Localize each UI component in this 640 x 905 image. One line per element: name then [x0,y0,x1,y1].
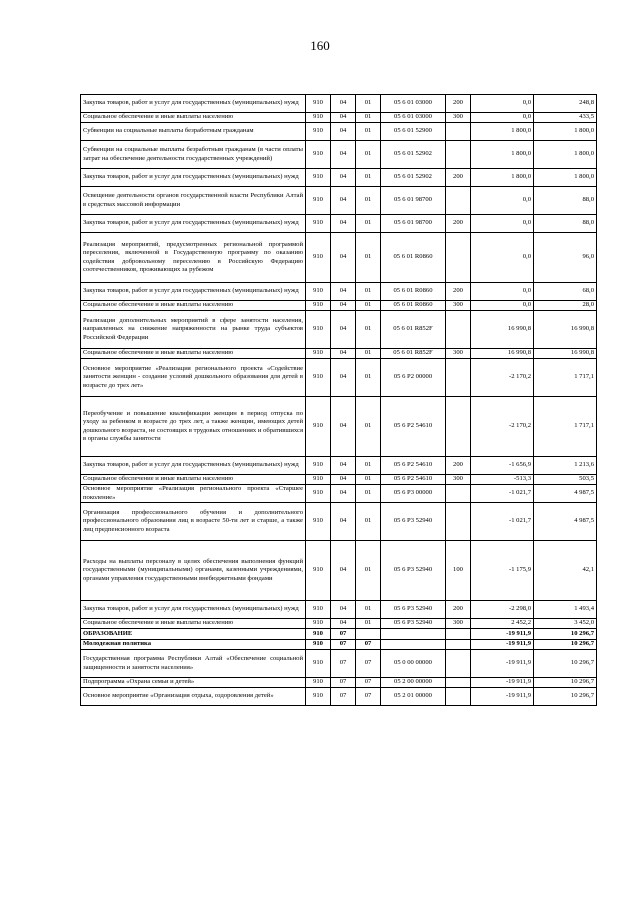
row-pr: 01 [356,113,381,123]
table-row [81,123,597,141]
row-pr: 07 [356,640,381,650]
row-sum2: 4 987,5 [534,485,597,503]
row-sum1: 0,0 [471,215,534,233]
row-sum2: 1 800,0 [534,141,597,169]
row-sum1: 0,0 [471,301,534,311]
row-pr: 01 [356,541,381,601]
table-row [81,187,597,215]
row-vr: 300 [446,475,471,485]
table-row [81,169,597,187]
row-pr: 01 [356,503,381,541]
table-row [81,397,597,457]
row-vr: 100 [446,541,471,601]
row-sum2: 28,0 [534,301,597,311]
row-sum2: 88,0 [534,215,597,233]
row-ved: 910 [306,349,331,359]
row-csr: 05 6 01 R852F [381,349,446,359]
row-csr: 05 6 01 R0860 [381,283,446,301]
row-name: Закупка товаров, работ и услуг для государственных (муниципальных) нужд [81,215,306,233]
row-name: Освещение деятельности органов государственной власти Республики Алтай в средствах массовой информации [81,187,306,215]
row-csr: 05 6 01 R0860 [381,301,446,311]
row-sum2: 1 717,1 [534,397,597,457]
row-sum2: 1 213,6 [534,457,597,475]
row-vr: 200 [446,95,471,113]
table-row [81,485,597,503]
row-pr: 01 [356,215,381,233]
row-csr: 05 6 P2 00000 [381,359,446,397]
row-sum1: 0,0 [471,95,534,113]
row-name: Переобучение и повышение квалификации женщин в период отпуска по уходу за ребенком в возрасте до трех лет, а также женщин, имеющих детей дошкольного возраста, не состоящих в трудовых отношениях и обратившихся в органы службы занятости [81,397,306,457]
row-name: Закупка товаров, работ и услуг для государственных (муниципальных) нужд [81,601,306,619]
row-sum2: 503,5 [534,475,597,485]
row-csr: 05 6 P3 00000 [381,485,446,503]
row-name: Закупка товаров, работ и услуг для государственных (муниципальных) нужд [81,457,306,475]
row-ved: 910 [306,113,331,123]
row-sum2: 4 987,5 [534,503,597,541]
table-row [81,283,597,301]
table-row [81,640,597,650]
row-ved: 910 [306,123,331,141]
row-sum1: 1 800,0 [471,123,534,141]
row-sum1: 1 800,0 [471,141,534,169]
row-vr: 300 [446,113,471,123]
row-sum1: -19 911,9 [471,678,534,688]
row-sum2: 3 452,0 [534,619,597,629]
row-rz: 07 [331,629,356,640]
table-row [81,541,597,601]
row-sum1: 16 990,8 [471,349,534,359]
row-sum1: -2 298,0 [471,601,534,619]
row-rz: 04 [331,169,356,187]
row-sum2: 10 296,7 [534,629,597,640]
row-rz: 04 [331,475,356,485]
row-rz: 04 [331,283,356,301]
row-sum2: 10 296,7 [534,688,597,706]
row-sum1: -513,3 [471,475,534,485]
row-sum1: -2 170,2 [471,359,534,397]
row-rz: 04 [331,95,356,113]
row-vr [446,397,471,457]
row-rz: 04 [331,233,356,283]
table-row [81,215,597,233]
row-rz: 04 [331,187,356,215]
row-name: Социальное обеспечение и иные выплаты населению [81,113,306,123]
row-vr: 300 [446,349,471,359]
row-sum1: -1 175,9 [471,541,534,601]
row-ved: 910 [306,650,331,678]
row-csr: 05 6 P2 54610 [381,457,446,475]
row-rz: 07 [331,650,356,678]
row-csr: 05 6 P3 52940 [381,619,446,629]
row-pr: 01 [356,397,381,457]
row-name: Закупка товаров, работ и услуг для государственных (муниципальных) нужд [81,95,306,113]
row-vr [446,311,471,349]
row-csr [381,640,446,650]
row-pr: 01 [356,475,381,485]
row-name: Социальное обеспечение и иные выплаты населению [81,349,306,359]
row-csr [381,629,446,640]
row-sum1: 0,0 [471,283,534,301]
row-vr [446,123,471,141]
row-rz: 04 [331,619,356,629]
row-name: ОБРАЗОВАНИЕ [81,629,306,640]
row-sum2: 1 800,0 [534,169,597,187]
row-ved: 910 [306,457,331,475]
row-vr: 200 [446,601,471,619]
row-csr: 05 6 01 52902 [381,141,446,169]
row-pr: 01 [356,457,381,475]
row-ved: 910 [306,95,331,113]
row-sum1: 0,0 [471,113,534,123]
row-ved: 910 [306,397,331,457]
row-sum1: 1 800,0 [471,169,534,187]
row-sum1: 2 452,2 [471,619,534,629]
row-rz: 04 [331,397,356,457]
table-row [81,475,597,485]
row-pr: 01 [356,601,381,619]
row-sum1: 0,0 [471,187,534,215]
table-row [81,233,597,283]
row-ved: 910 [306,629,331,640]
row-rz: 04 [331,123,356,141]
row-name: Закупка товаров, работ и услуг для государственных (муниципальных) нужд [81,283,306,301]
table-row [81,95,597,113]
row-ved: 910 [306,169,331,187]
table-row [81,113,597,123]
row-pr: 07 [356,678,381,688]
row-sum2: 433,5 [534,113,597,123]
row-rz: 04 [331,485,356,503]
row-vr [446,503,471,541]
row-csr: 05 6 01 03000 [381,95,446,113]
row-rz: 04 [331,457,356,475]
table-row [81,678,597,688]
row-csr: 05 6 01 03000 [381,113,446,123]
row-vr: 300 [446,619,471,629]
page-number: 160 [310,38,330,53]
table-row [81,311,597,349]
row-rz: 04 [331,141,356,169]
table-row [81,629,597,640]
row-vr [446,141,471,169]
row-sum2: 42,1 [534,541,597,601]
row-name: Реализация мероприятий, предусмотренных региональной программой переселения, включенной в Государственную программу по оказанию содействия добровольному переселению в Российскую Федерацию соотечественников, проживающих за рубежом [81,233,306,283]
row-sum1: -2 170,2 [471,397,534,457]
row-pr: 01 [356,169,381,187]
row-name: Субвенции на социальные выплаты безработным гражданам [81,123,306,141]
row-pr: 01 [356,141,381,169]
row-name: Молодежная политика [81,640,306,650]
row-sum2: 1 800,0 [534,123,597,141]
row-ved: 910 [306,215,331,233]
row-vr: 200 [446,457,471,475]
row-pr: 01 [356,349,381,359]
row-name: Основное мероприятие «Организация отдыха, оздоровления детей» [81,688,306,706]
table-body [81,95,597,706]
row-pr: 07 [356,688,381,706]
row-sum2: 16 990,8 [534,311,597,349]
row-ved: 910 [306,678,331,688]
budget-table [80,94,597,706]
row-csr: 05 6 01 98700 [381,187,446,215]
row-pr: 01 [356,359,381,397]
row-csr: 05 2 01 00000 [381,688,446,706]
row-csr: 05 2 00 00000 [381,678,446,688]
row-sum2: 248,8 [534,95,597,113]
row-sum2: 16 990,8 [534,349,597,359]
row-ved: 910 [306,283,331,301]
row-ved: 910 [306,541,331,601]
row-name: Закупка товаров, работ и услуг для государственных (муниципальных) нужд [81,169,306,187]
row-ved: 910 [306,233,331,283]
row-rz: 04 [331,503,356,541]
row-pr: 01 [356,311,381,349]
table-row [81,359,597,397]
row-pr: 01 [356,301,381,311]
row-sum1: -19 911,9 [471,688,534,706]
row-sum1: -19 911,9 [471,640,534,650]
row-sum2: 96,0 [534,233,597,283]
row-name: Расходы на выплаты персоналу в целях обеспечения выполнения функций государственными (муниципальными) органами, казенными учреждениями, органами управления государственными внебюджетными фондами [81,541,306,601]
row-name: Субвенции на социальные выплаты безработным гражданам (в части оплаты затрат на обеспечение деятельности государственных учреждений) [81,141,306,169]
row-ved: 910 [306,503,331,541]
row-csr: 05 6 01 R852F [381,311,446,349]
row-csr: 05 6 01 98700 [381,215,446,233]
row-csr: 05 6 P3 52940 [381,601,446,619]
row-ved: 910 [306,141,331,169]
table-row [81,503,597,541]
row-rz: 04 [331,113,356,123]
row-csr: 05 6 P2 54610 [381,397,446,457]
row-name: Реализация дополнительных мероприятий в сфере занятости населения, направленных на снижение напряженности на рынке труда субъектов Российской Федерации [81,311,306,349]
row-rz: 04 [331,541,356,601]
row-ved: 910 [306,187,331,215]
row-vr [446,688,471,706]
row-pr: 01 [356,485,381,503]
row-csr: 05 6 P3 52940 [381,503,446,541]
row-sum1: -1 021,7 [471,503,534,541]
row-rz: 04 [331,359,356,397]
row-vr [446,187,471,215]
table-row [81,301,597,311]
row-ved: 910 [306,301,331,311]
row-vr [446,640,471,650]
row-sum2: 1 493,4 [534,601,597,619]
row-csr: 05 6 01 52902 [381,169,446,187]
table-row [81,619,597,629]
table-row [81,650,597,678]
row-ved: 910 [306,311,331,349]
row-name: Основное мероприятие «Реализация регионального проекта «Старшее поколение» [81,485,306,503]
row-pr: 07 [356,650,381,678]
row-ved: 910 [306,619,331,629]
row-name: Социальное обеспечение и иные выплаты населению [81,475,306,485]
row-sum2: 1 717,1 [534,359,597,397]
row-ved: 910 [306,359,331,397]
row-name: Социальное обеспечение и иные выплаты населению [81,301,306,311]
row-name: Основное мероприятие «Реализация регионального проекта «Содействие занятости женщин - создание условий дошкольного образования для детей в возрасте до трех лет» [81,359,306,397]
row-rz: 07 [331,640,356,650]
row-sum2: 10 296,7 [534,640,597,650]
row-pr: 01 [356,233,381,283]
row-name: Государственная программа Республики Алтай «Обеспечение социальной защищенности и занятости населения» [81,650,306,678]
row-csr: 05 6 01 52900 [381,123,446,141]
row-rz: 04 [331,215,356,233]
row-csr: 05 6 P3 52940 [381,541,446,601]
row-sum1: -1 021,7 [471,485,534,503]
row-rz: 07 [331,688,356,706]
row-csr: 05 0 00 00000 [381,650,446,678]
row-pr: 01 [356,283,381,301]
row-sum1: 16 990,8 [471,311,534,349]
row-sum1: 0,0 [471,233,534,283]
row-name: Социальное обеспечение и иные выплаты населению [81,619,306,629]
row-pr: 01 [356,123,381,141]
row-ved: 910 [306,475,331,485]
row-rz: 04 [331,311,356,349]
row-pr [356,629,381,640]
row-ved: 910 [306,485,331,503]
table-row [81,141,597,169]
row-rz: 04 [331,301,356,311]
row-sum2: 88,0 [534,187,597,215]
row-pr: 01 [356,95,381,113]
table-row [81,349,597,359]
row-vr: 200 [446,283,471,301]
row-name: Подпрограмма «Охрана семьи и детей» [81,678,306,688]
row-vr: 300 [446,301,471,311]
row-rz: 04 [331,349,356,359]
row-sum2: 68,0 [534,283,597,301]
row-vr [446,650,471,678]
row-sum2: 10 296,7 [534,678,597,688]
row-vr: 200 [446,169,471,187]
row-ved: 910 [306,601,331,619]
table-row [81,457,597,475]
table-row [81,601,597,619]
row-pr: 01 [356,619,381,629]
row-rz: 04 [331,601,356,619]
row-sum1: -1 656,9 [471,457,534,475]
row-csr: 05 6 P2 54610 [381,475,446,485]
row-vr [446,485,471,503]
row-vr [446,359,471,397]
table-row [81,688,597,706]
row-vr [446,233,471,283]
row-ved: 910 [306,688,331,706]
row-sum1: -19 911,9 [471,629,534,640]
row-csr: 05 6 01 R0860 [381,233,446,283]
row-name: Организация профессионального обучения и дополнительного профессионального образования лиц в возрасте 50-ти лет и старше, а также лиц предпенсионного возраста [81,503,306,541]
row-rz: 07 [331,678,356,688]
row-sum1: -19 911,9 [471,650,534,678]
row-vr: 200 [446,215,471,233]
row-sum2: 10 296,7 [534,650,597,678]
row-vr [446,678,471,688]
row-pr: 01 [356,187,381,215]
row-ved: 910 [306,640,331,650]
row-vr [446,629,471,640]
